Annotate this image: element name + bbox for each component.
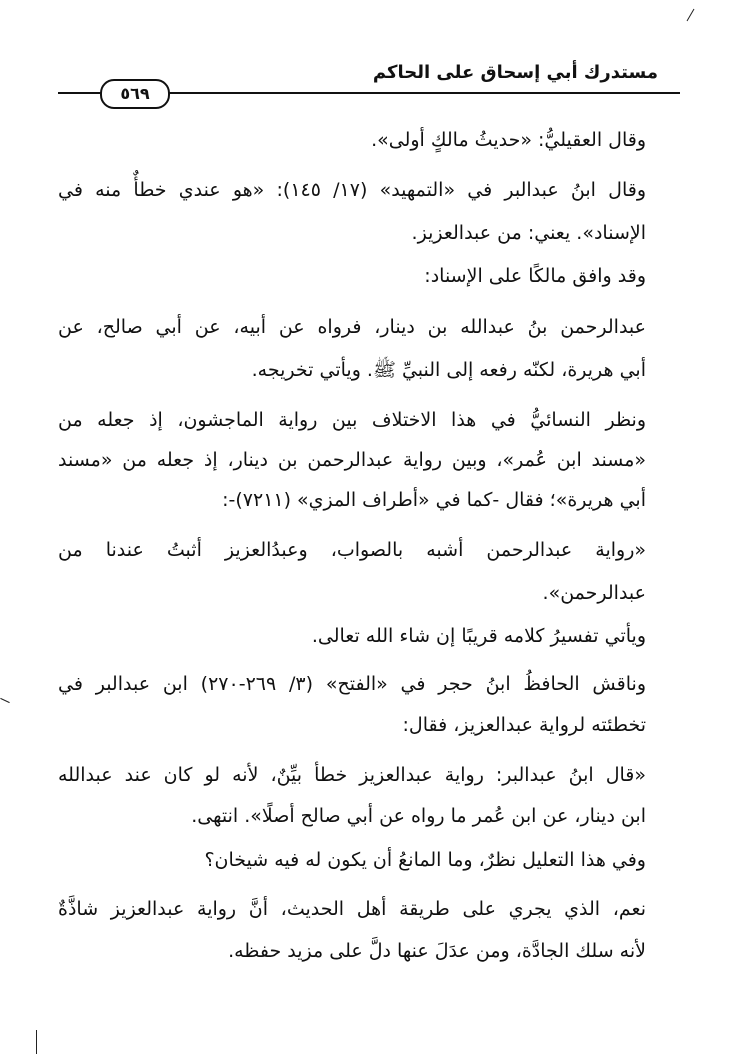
text-line: وقد وافق مالكًا على الإسناد:: [424, 265, 646, 287]
text-line: نعم، الذي يجري على طريقة أهل الحديث، أنَّ رواية عبدالعزيز شاذَّةٌ: [58, 898, 646, 920]
text-line: وقال العقيليُّ: «حديثُ مالكٍ أولى».: [371, 129, 646, 151]
text-line: «مسند ابن عُمر»، وبين رواية عبدالرحمن بن دينار، إذ جعله من «مسند: [58, 449, 646, 471]
text-line: وفي هذا التعليل نظرٌ، وما المانعُ أن يكون له فيه شيخان؟: [204, 849, 646, 871]
text-line: ويأتي تفسيرُ كلامه قريبًا إن شاء الله تعالى.: [311, 625, 646, 647]
text-line: عبدالرحمن بنُ عبدالله بن دينار، فرواه عن أبيه، عن أبي صالح، عن: [58, 316, 646, 338]
text-line: عبدالرحمن».: [542, 582, 646, 604]
text-line: ونظر النسائيُّ في هذا الاختلاف بين رواية الماجشون، إذ جعله من: [58, 409, 646, 431]
scan-edge-mark: [0, 698, 9, 703]
running-header-title: مستدرك أبي إسحاق على الحاكم: [372, 62, 658, 83]
text-line: ابن دينار، عن ابن عُمر ما رواه عن أبي صالح أصلًا». انتهى.: [191, 805, 646, 827]
text-line: وناقش الحافظُ ابنُ حجر في «الفتح» (٣/ ٢٦٩-٢٧٠) ابن عبدالبر في: [58, 673, 646, 695]
scan-edge-mark: [36, 1030, 37, 1054]
text-line: أبي هريرة، لكنّه رفعه إلى النبيِّ ﷺ. ويأتي تخريجه.: [251, 359, 646, 381]
text-line: «رواية عبدالرحمن أشبه بالصواب، وعبدُالعزيز أثبتُ عندنا من: [58, 539, 646, 561]
page-number: ٥٦٩: [100, 79, 170, 109]
text-line: وقال ابنُ عبدالبر في «التمهيد» (١٧/ ١٤٥): «هو عندي خطأٌ منه في: [58, 179, 646, 201]
text-line: لأنه سلك الجادَّة، ومن عدَلَ عنها دلَّ على مزيد حفظه.: [228, 940, 646, 962]
text-line: الإسناد». يعني: من عبدالعزيز.: [411, 222, 646, 244]
text-line: تخطئته لرواية عبدالعزيز، فقال:: [402, 714, 646, 736]
text-line: «قال ابنُ عبدالبر: رواية عبدالعزيز خطأ بيِّنٌ، لأنه لو كان عند عبدالله: [58, 764, 646, 786]
text-line: أبي هريرة»؛ فقال -كما في «أطراف المزي» (٧٢١١)-:: [222, 489, 646, 511]
scan-edge-mark: [687, 9, 695, 22]
